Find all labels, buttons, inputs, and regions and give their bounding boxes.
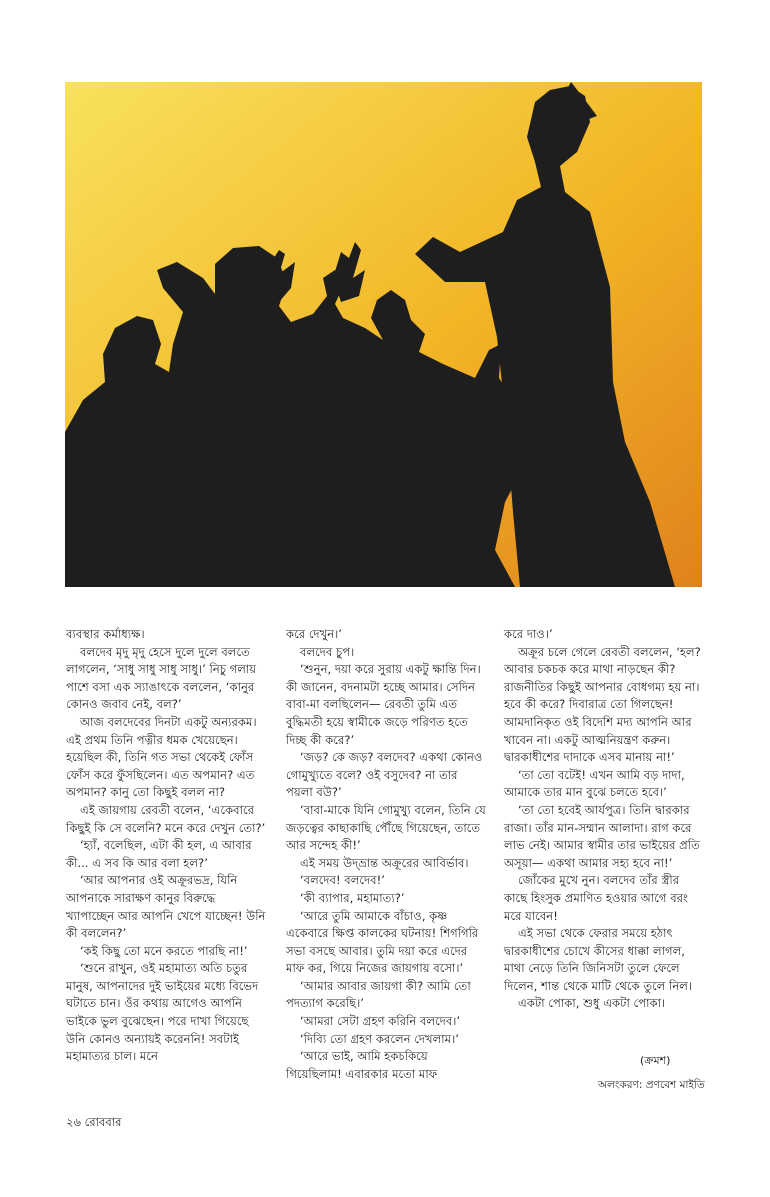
- paragraph: ‘আমরা সেটা গ্রহণ করিনি বলদেব।’: [300, 1014, 461, 1029]
- paragraph: বলদেব চুপ।: [300, 644, 355, 659]
- paragraph: এই সভা থেকে ফেরার সময়ে হঠাৎ দ্বারকাধীশের চোখে কীসের ধাক্কা লাগল, মাথা নেড়ে তিনি জিনিসটা তুলে ফেলে দিলেন, শান্ত থেকে মাটি থেকে তুলে নিল।: [504, 926, 693, 993]
- text-column-1: [66, 626, 266, 1066]
- paragraph: ‘শুনুন, দয়া করে সুরায় একটু ক্ষান্তি দিন। কী জানেন, বদনামটা হচ্ছে আমার। সেদিন বাবা-মা বলছিলেন— রেবতী তুমি এত বুদ্ধিমতী হয়ে স্বামীকে জড়ে পরিণত হতে দিচ্ছ কী করে?’: [286, 662, 481, 747]
- page-folio: ২৬ রোববার: [66, 1115, 122, 1129]
- paragraph: বলদেব মৃদু মৃদু হেসে দুলে দুলে বলতে লাগলেন, ‘সাধু সাধু সাধু সাধু।’ নিচু গলায় পাশে বসা এক স্যাঙাৎকে বললেন, ‘কানুর কোনও জবাব নেই, বল?’: [66, 644, 257, 712]
- paragraph: আজ বলদেবের দিনটা একটু অন্যরকম। এই প্রথম তিনি পত্নীর ধমক খেয়েছেন। হয়েছিল কী, তিনি গত সভা থেকেই ফোঁস ফোঁস করে ফুঁসছিলেন। এত অপমান? এত অপমান? কানু তো কিছুই বলল না?: [66, 714, 257, 800]
- paragraph: ব্যবস্থার কর্মাধ্যক্ষ।: [66, 627, 145, 641]
- paragraph: ‘আরে ভাই, আমি হকচকিয়ে গিয়েছিলাম! এবারকার মতো মাফ: [286, 1049, 438, 1081]
- paragraph: ‘জড়? কে জড়? বলদেব? একথা কোনও গোমুখ্যুতে বলে? ওই বসুদেব? না তার পয়লা বউ?’: [286, 750, 483, 800]
- illustration-credit: অলংকরণ: প্রণবেশ মাইতি: [598, 1079, 705, 1091]
- text-column-3: [504, 626, 704, 1013]
- paragraph: ‘তা তো হবেই আর্যপুত্র। তিনি দ্বারকার রাজা। তাঁর মান-সম্মান আলাদা। রাগ করে লাভ নেই। আমার স্বামীর তার ভাইয়ের প্রতি অসূয়া— একথা আমার সহ্য হবে না!’: [504, 802, 700, 870]
- paragraph: ‘বলদেব! বলদেব!’: [300, 873, 385, 888]
- paragraph: এই জায়গায় রেবতী বলেন, ‘একেবারে কিছুই কি সে বলেনি? মনে করে দেখুন তো?’: [66, 802, 266, 835]
- paragraph: ‘তা তো বটেই! এখন আমি বড় দাদা, আমাকে তার মান বুঝে চলতে হবে।’: [504, 767, 685, 800]
- paragraph: ‘আরে তুমি আমাকে বাঁচাও, কৃষ্ণ একেবারে ক্ষিপ্ত কালকের ঘটনায়! শিগগিরি সভা বসছে আবার। তুমি দয়া করে এদের মাফ কর, গিয়ে নিজের জায়গায় বসো।’: [286, 908, 479, 976]
- paragraph: ‘আর আপনার ওই অক্রূরভদ্র, যিনি আপনাকে সারাক্ষণ কানুর বিরুদ্ধে খ্যাপাচ্ছেন আর আপনি খেপে যাচ্ছেন! উনি কী বললেন?’: [66, 873, 266, 941]
- paragraph: জোঁকের মুখে নুন। বলদেব তাঁর স্ত্রীর কাছে হিংসুক প্রমাণিত হওয়ার আগে বরং মরে যাবেন!: [504, 873, 689, 923]
- paragraph: ‘শুনে রাখুন, ওই মহামাত্য অতি চতুর মানুষ, আপনাদের দুই ভাইয়ের মধ্যে বিভেদ ঘটাতে চান। ওঁর কথায় আগেও আপনি ভাইকে ভুল বুঝেছেন। পরে দাখা গিয়েছে উনি কোনও অন্যায়ই করেননি! সবটাই মহামাত্যর চাল। মনে: [66, 961, 259, 1064]
- paragraph: ‘আমার আবার জায়গা কী? আমি তো পদত্যাগ করেছি।’: [286, 978, 471, 1011]
- paragraph: অক্রূর চলে গেলে রেবতী বললেন, ‘হল? আবার চকচক করে মাথা নাড়ছেন কী? রাজনীতির কিছুই আপনার বোধগম্য হয় না। হবে কী করে? দিবারাত্র তো গিলছেন! আমদানিকৃত ওই বিদেশি মদ্য আপনি আর খাবেন না। একটু আত্মনিয়ন্ত্রণ করুন। দ্বারকাধীশের দাদাকে এসব মানায় না!’: [504, 644, 701, 765]
- text-column-2: [286, 626, 486, 1083]
- paragraph: করে দাও।’: [504, 627, 553, 641]
- paragraph: ‘দিব্যি তো গ্রহণ করলেন দেখলাম।’: [300, 1031, 459, 1046]
- paragraph: ‘হ্যাঁ, বলেছিল, এটা কী হল, এ আবার কী... এ সব কি আর বলা হল?’: [66, 838, 252, 870]
- paragraph: ‘বাবা-মাকে যিনি গোমুখ্যু বলেন, তিনি যে জড়ত্বের কাছাকাছি পৌঁছে গিয়েছেন, তাতে আর সন্দেহ কী!’: [286, 802, 486, 853]
- paragraph: করে দেখুন।’: [286, 627, 342, 641]
- paragraph: ‘কই কিছু তো মনে করতে পারছি না!’: [80, 943, 248, 958]
- illustration: [65, 82, 702, 587]
- paragraph: ‘কী ব্যাপার, মহামাত্য?’: [300, 890, 405, 905]
- to-be-continued-note: (ক্রমশ): [640, 1054, 671, 1067]
- paragraph: এই সময় উদ্‌ভ্রান্ত অক্রূরের আবির্ভাব।: [300, 855, 469, 870]
- paragraph: একটা পোকা, শুধু একটা পোকা।: [518, 996, 666, 1011]
